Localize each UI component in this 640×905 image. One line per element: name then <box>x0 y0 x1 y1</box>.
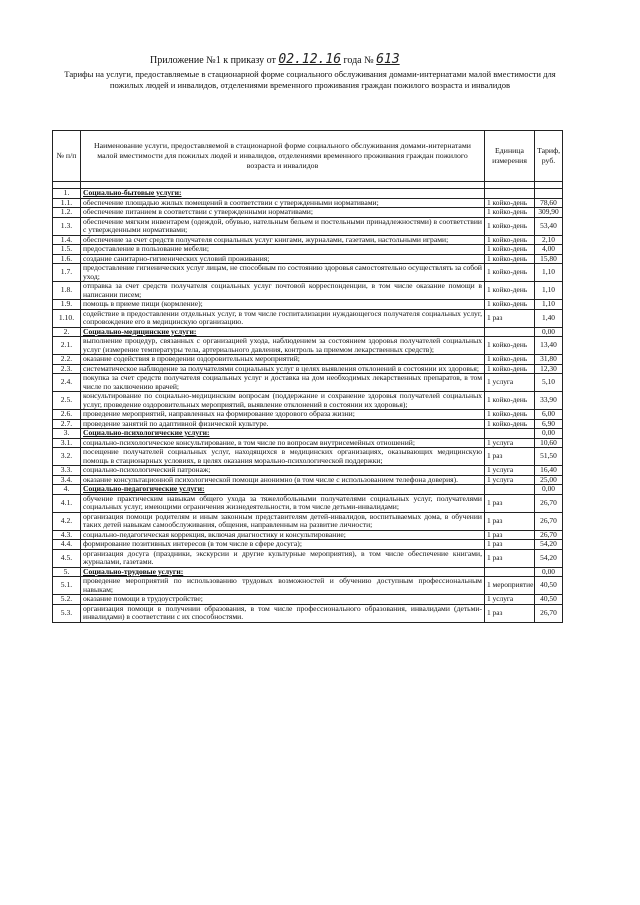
row-number: 3.3. <box>53 466 81 476</box>
handwritten-date: 02.12.16 <box>278 52 342 67</box>
unit-cell: 1 раз <box>485 549 535 567</box>
unit-cell: 1 койко-день <box>485 208 535 218</box>
tariff-cell <box>535 189 563 199</box>
service-name: обеспечение питанием в соответствии с утвержденными нормативами; <box>81 208 485 218</box>
row-number: 3.1. <box>53 438 81 448</box>
header-unit: Единица измерения <box>485 131 535 182</box>
table-row <box>53 337 563 355</box>
tariff-cell: 26,70 <box>535 530 563 540</box>
unit-cell: 1 койко-день <box>485 364 535 374</box>
service-name: Социально-психологические услуги: <box>81 429 485 439</box>
tariff-cell: 16,40 <box>535 466 563 476</box>
row-number: 2.7. <box>53 419 81 429</box>
tariff-cell: 6,90 <box>535 419 563 429</box>
unit-cell <box>485 189 535 199</box>
service-name: предоставление гигиенических услуг лицам, не способным по состоянию здоровья самостоятельно осуществлять за собой уход; <box>81 264 485 282</box>
row-number: 1.5. <box>53 245 81 255</box>
unit-cell: 1 услуга <box>485 374 535 392</box>
row-number: 4.3. <box>53 530 81 540</box>
unit-cell: 1 койко-день <box>485 264 535 282</box>
table-row <box>53 466 563 476</box>
unit-cell: 1 раз <box>485 309 535 327</box>
row-number: 1.8. <box>53 282 81 300</box>
header-name: Наименование услуги, предоставляемой в стационарной форме социального обслуживания домами-интернатами малой вместимости для пожилых людей и инвалидов, отделениями временного проживания граждан пожилого возраста и инвалидов <box>81 131 485 182</box>
tariff-cell: 10,60 <box>535 438 563 448</box>
service-name: Социально-педагогические услуги: <box>81 485 485 495</box>
service-name: создание санитарно-гигиенических условий проживания; <box>81 254 485 264</box>
table-row <box>53 245 563 255</box>
tariff-cell: 40,50 <box>535 577 563 595</box>
unit-cell: 1 койко-день <box>485 355 535 365</box>
row-number: 1.6. <box>53 254 81 264</box>
tariff-cell: 15,80 <box>535 254 563 264</box>
table-row <box>53 512 563 530</box>
document-title: Тарифы на услуги, предоставляемые в стационарной форме социального обслуживания домами-интернатами малой вместимости для пожилых людей и инвалидов, отделениями временного проживания граждан пожилого возраста и инвалидов <box>64 69 556 90</box>
tariff-cell: 1,10 <box>535 282 563 300</box>
service-name: формирование позитивных интересов (в том числе в сфере досуга); <box>81 540 485 550</box>
table-row <box>53 494 563 512</box>
service-name: оказание консультационной психологической помощи анонимно (в том числе с использованием телефона доверия). <box>81 475 485 485</box>
section-row <box>53 485 563 495</box>
row-number: 5. <box>53 567 81 577</box>
row-number: 3.4. <box>53 475 81 485</box>
unit-cell: 1 раз <box>485 448 535 466</box>
service-name: организация помощи родителям и иным законным представителям детей-инвалидов, воспитываемых дома, в обучении таких детей навыкам самообслуживания, общения, направленным на развитие личности; <box>81 512 485 530</box>
unit-cell: 1 услуга <box>485 438 535 448</box>
tariff-cell: 33,90 <box>535 392 563 410</box>
tariff-table <box>52 130 563 623</box>
row-number: 4.5. <box>53 549 81 567</box>
row-number: 4.1. <box>53 494 81 512</box>
unit-cell <box>485 485 535 495</box>
service-name: организация помощи в получении образования, в том числе профессионального образования, инвалидами (детьми-инвалидами) в соответствии с их способностями. <box>81 604 485 622</box>
unit-cell: 1 услуга <box>485 475 535 485</box>
table-row <box>53 355 563 365</box>
tariff-cell: 12,30 <box>535 364 563 374</box>
tariff-cell: 0,00 <box>535 429 563 439</box>
unit-cell: 1 мероприятие <box>485 577 535 595</box>
tariff-cell: 26,70 <box>535 494 563 512</box>
service-name: оказание содействия в проведении оздоровительных мероприятий; <box>81 355 485 365</box>
tariff-cell: 13,40 <box>535 337 563 355</box>
handwritten-number: 613 <box>376 52 400 67</box>
row-number: 3. <box>53 429 81 439</box>
tariff-cell: 78,60 <box>535 198 563 208</box>
tariff-cell: 26,70 <box>535 604 563 622</box>
unit-cell: 1 раз <box>485 494 535 512</box>
table-row <box>53 217 563 235</box>
unit-cell: 1 койко-день <box>485 410 535 420</box>
tariff-cell: 0,00 <box>535 485 563 495</box>
header-tariff: Тариф, руб. <box>535 131 563 182</box>
tariff-cell: 309,90 <box>535 208 563 218</box>
row-number: 1.10. <box>53 309 81 327</box>
tariff-cell: 53,40 <box>535 217 563 235</box>
table-row <box>53 448 563 466</box>
service-name: Социально-трудовые услуги: <box>81 567 485 577</box>
row-number: 2.2. <box>53 355 81 365</box>
unit-cell: 1 раз <box>485 540 535 550</box>
service-name: обеспечение за счет средств получателя социальных услуг книгами, журналами, газетами, настольными играми; <box>81 235 485 245</box>
table-row <box>53 309 563 327</box>
row-number: 1.7. <box>53 264 81 282</box>
service-name: Социально-бытовые услуги: <box>81 189 485 199</box>
row-number: 1.9. <box>53 300 81 310</box>
tariff-cell: 51,50 <box>535 448 563 466</box>
unit-cell: 1 раз <box>485 604 535 622</box>
row-number: 2.5. <box>53 392 81 410</box>
unit-cell: 1 койко-день <box>485 337 535 355</box>
row-number: 1.4. <box>53 235 81 245</box>
tariff-cell: 0,00 <box>535 327 563 337</box>
unit-cell: 1 раз <box>485 530 535 540</box>
service-name: содействие в предоставлении отдельных услуг, в том числе госпитализации нуждающегося получателя социальных услуг, сопровождение его в медицинскую организацию. <box>81 309 485 327</box>
unit-cell: 1 койко-день <box>485 254 535 264</box>
section-row <box>53 189 563 199</box>
table-row <box>53 595 563 605</box>
service-name: консультирование по социально-медицинским вопросам (поддержание и сохранение здоровья получателей социальных услуг, проведение оздоровительных мероприятий, выявление отклонений в состоянии их здоровья); <box>81 392 485 410</box>
table-row <box>53 410 563 420</box>
unit-cell: 1 услуга <box>485 466 535 476</box>
unit-cell: 1 койко-день <box>485 235 535 245</box>
unit-cell: 1 койко-день <box>485 300 535 310</box>
table-row <box>53 540 563 550</box>
row-number: 1. <box>53 189 81 199</box>
service-name: отправка за счет средств получателя социальных услуг почтовой корреспонденции, в том числе оказание помощи в написании писем; <box>81 282 485 300</box>
row-number: 4.4. <box>53 540 81 550</box>
table-row <box>53 282 563 300</box>
service-name: социально-психологический патронаж; <box>81 466 485 476</box>
tariff-cell: 54,20 <box>535 549 563 567</box>
service-name: предоставление в пользование мебели; <box>81 245 485 255</box>
table-row <box>53 604 563 622</box>
row-number: 5.3. <box>53 604 81 622</box>
service-name: оказание помощи в трудоустройстве; <box>81 595 485 605</box>
row-number: 4. <box>53 485 81 495</box>
service-name: социально-психологическое консультирование, в том числе по вопросам внутрисемейных отношений; <box>81 438 485 448</box>
row-number: 2.6. <box>53 410 81 420</box>
table-row <box>53 374 563 392</box>
row-number: 4.2. <box>53 512 81 530</box>
service-name: обеспечение мягким инвентарем (одеждой, обувью, нательным бельем и постельными принадлежностями) в соответствии с утвержденными нормативами; <box>81 217 485 235</box>
header-mid: года № <box>343 55 374 66</box>
tariff-cell: 1,10 <box>535 264 563 282</box>
tariff-cell: 54,20 <box>535 540 563 550</box>
tariff-cell: 6,00 <box>535 410 563 420</box>
tariff-cell: 25,00 <box>535 475 563 485</box>
service-name: посещение получателей социальных услуг, находящихся в медицинских организациях, оказывающих медицинскую помощь в стационарных условиях, в целях оказания морально-психологической поддержки; <box>81 448 485 466</box>
tariff-cell: 4,00 <box>535 245 563 255</box>
row-number: 2.4. <box>53 374 81 392</box>
unit-cell: 1 койко-день <box>485 419 535 429</box>
tariff-cell: 31,80 <box>535 355 563 365</box>
table-row <box>53 264 563 282</box>
tariff-cell: 1,10 <box>535 300 563 310</box>
unit-cell: 1 койко-день <box>485 282 535 300</box>
service-name: обучение практическим навыкам общего ухода за тяжелобольными получателями социальных услуг, получателями социальных услуг, имеющими ограничения жизнедеятельности, в том числе детьми-инвалидами; <box>81 494 485 512</box>
table-row <box>53 392 563 410</box>
table-row <box>53 300 563 310</box>
tariff-cell: 2,10 <box>535 235 563 245</box>
row-number: 5.2. <box>53 595 81 605</box>
table-body <box>53 189 563 623</box>
unit-cell: 1 койко-день <box>485 198 535 208</box>
tariff-cell: 26,70 <box>535 512 563 530</box>
service-name: проведение мероприятий, направленных на формирование здорового образа жизни; <box>81 410 485 420</box>
unit-cell: 1 раз <box>485 512 535 530</box>
service-name: покупка за счет средств получателя социальных услуг и доставка на дом необходимых лекарственных препаратов, в том числе по заключению врачей; <box>81 374 485 392</box>
tariff-cell: 40,50 <box>535 595 563 605</box>
unit-cell: 1 койко-день <box>485 217 535 235</box>
service-name: обеспечение площадью жилых помещений в соответствии с утвержденными нормативами; <box>81 198 485 208</box>
unit-cell: 1 койко-день <box>485 392 535 410</box>
row-number: 1.1. <box>53 198 81 208</box>
service-name: выполнение процедур, связанных с организацией ухода, наблюдением за состоянием здоровья получателей социальных услуг (измерение температуры тела, артериального давления, контроль за приемом лекарственных средств); <box>81 337 485 355</box>
table-row <box>53 208 563 218</box>
header-num: № п/п <box>53 131 81 182</box>
unit-cell <box>485 567 535 577</box>
row-number: 1.3. <box>53 217 81 235</box>
row-number: 2. <box>53 327 81 337</box>
order-header <box>150 52 590 67</box>
unit-cell <box>485 429 535 439</box>
row-number: 2.3. <box>53 364 81 374</box>
row-number: 3.2. <box>53 448 81 466</box>
tariff-cell: 0,00 <box>535 567 563 577</box>
service-name: проведение мероприятий по использованию трудовых возможностей и обучению доступным профессиональным навыкам; <box>81 577 485 595</box>
row-number: 2.1. <box>53 337 81 355</box>
service-name: проведение занятий по адаптивной физической культуре. <box>81 419 485 429</box>
table-row <box>53 549 563 567</box>
header-prefix: Приложение №1 к приказу от <box>150 55 276 66</box>
service-name: помощь в приеме пищи (кормление); <box>81 300 485 310</box>
unit-cell: 1 койко-день <box>485 245 535 255</box>
service-name: организация досуга (праздники, экскурсии и другие культурные мероприятия), в том числе обеспечение книгами, журналами, газетами. <box>81 549 485 567</box>
service-name: Социально-медицинские услуги: <box>81 327 485 337</box>
table-header-row <box>53 131 563 182</box>
unit-cell: 1 услуга <box>485 595 535 605</box>
service-name: социально-педагогическая коррекция, включая диагностику и консультирование; <box>81 530 485 540</box>
row-number: 5.1. <box>53 577 81 595</box>
unit-cell <box>485 327 535 337</box>
row-number: 1.2. <box>53 208 81 218</box>
section-row <box>53 429 563 439</box>
service-name: систематическое наблюдение за получателями социальных услуг в целях выявления отклонений в состоянии их здоровья; <box>81 364 485 374</box>
table-row <box>53 577 563 595</box>
tariff-cell: 1,40 <box>535 309 563 327</box>
tariff-cell: 5,10 <box>535 374 563 392</box>
